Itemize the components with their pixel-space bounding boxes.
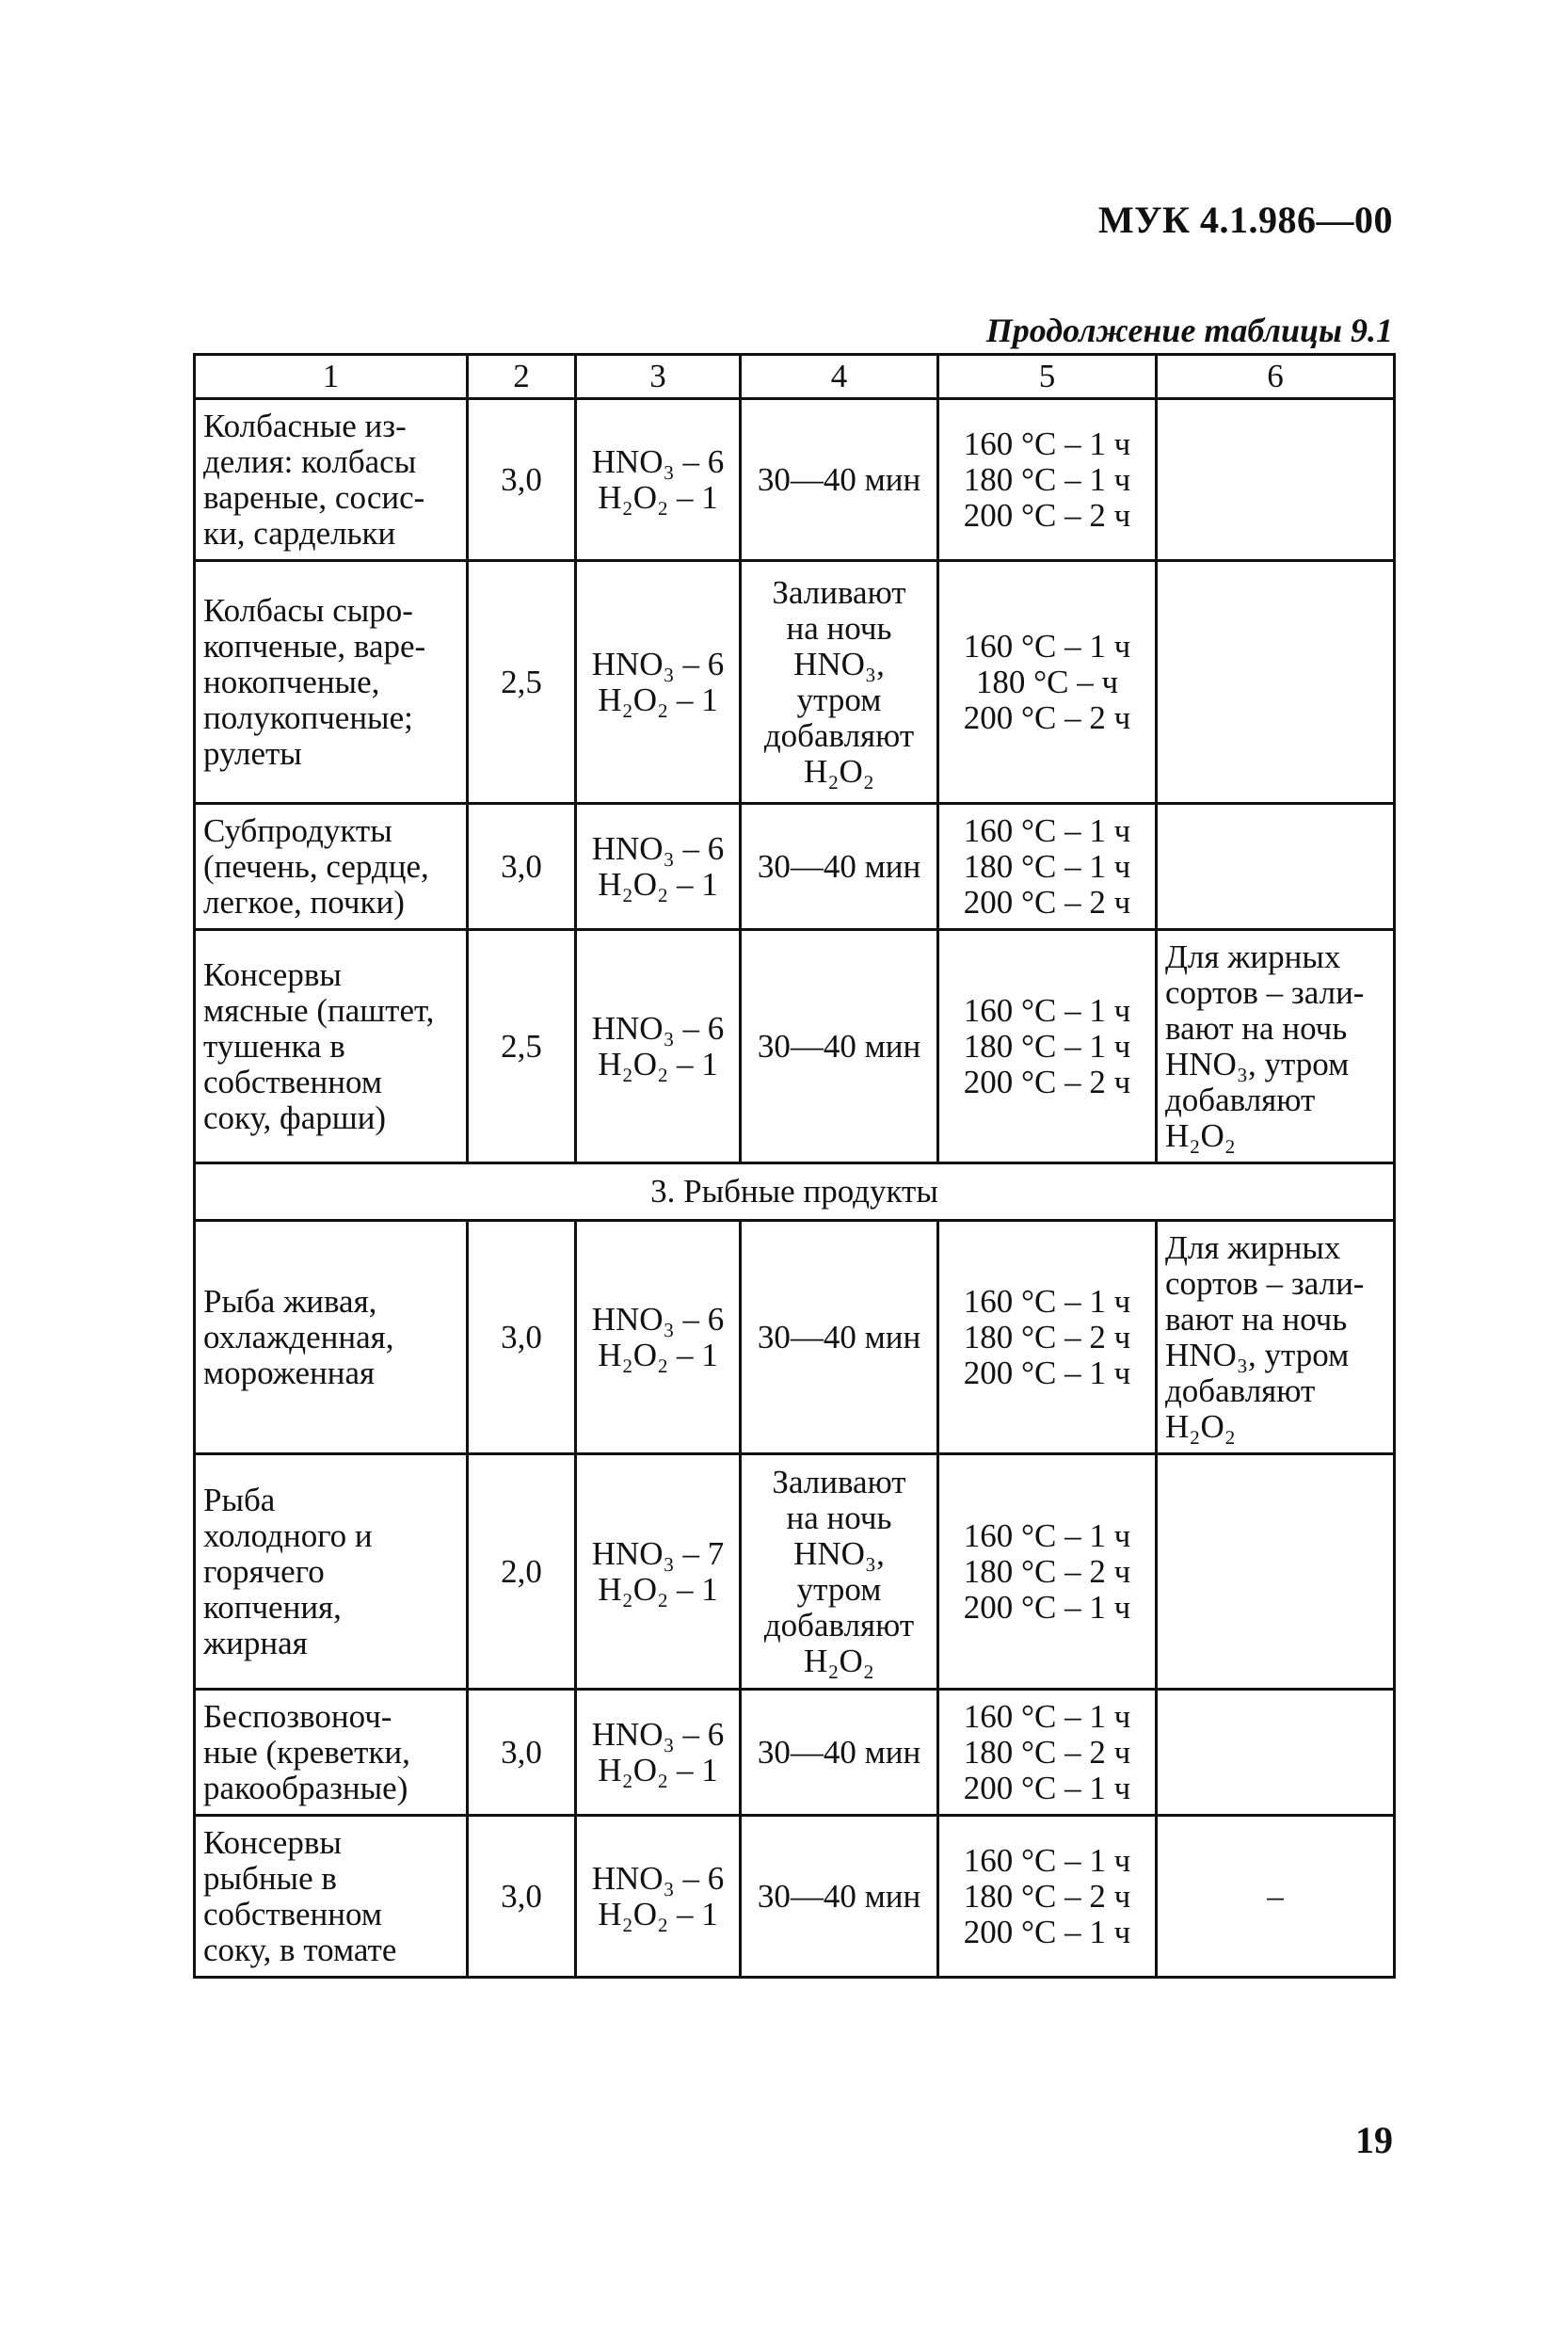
product-cell: Рыба живая, охлажденная, мороженная (195, 1221, 468, 1454)
table-caption: Продолжение таблицы 9.1 (985, 312, 1393, 349)
table-row (195, 1816, 1395, 1978)
reagents-cell: HNO₃ – 6 H₂O₂ – 1 (576, 399, 741, 561)
product-cell: Колбасы сыро- копченые, варе- нокопченые, полукопченые; рулеты (195, 561, 468, 804)
time-cell: 30—40 мин (741, 399, 938, 561)
note-cell (1157, 804, 1395, 930)
note-cell (1157, 1454, 1395, 1690)
time-cell: 30—40 мин (741, 804, 938, 930)
reagents-cell: HNO₃ – 6 H₂O₂ – 1 (576, 1221, 741, 1454)
temperature-cell: 160 °C – 1 ч 180 °C – 2 ч 200 °C – 1 ч (938, 1690, 1157, 1816)
product-cell: Субпродукты (печень, сердце, легкое, почки) (195, 804, 468, 930)
time-cell: 30—40 мин (741, 1690, 938, 1816)
product-cell: Беспозвоноч- ные (креветки, ракообразные) (195, 1690, 468, 1816)
page-number: 19 (1355, 2119, 1393, 2161)
table-row (195, 930, 1395, 1163)
time-cell: 30—40 мин (741, 1816, 938, 1978)
time-cell: Заливают на ночь HNO₃, утром добавляют H₂O₂ (741, 1454, 938, 1690)
mass-cell: 2,0 (468, 1454, 576, 1690)
mass-cell: 3,0 (468, 1221, 576, 1454)
reagents-cell: HNO₃ – 6 H₂O₂ – 1 (576, 804, 741, 930)
table-row (195, 1221, 1395, 1454)
reagents-cell: HNO₃ – 6 H₂O₂ – 1 (576, 561, 741, 804)
section-row (195, 1163, 1395, 1221)
note-cell: Для жирных сортов – зали- вают на ночь HNO₃, утром добавляют H₂O₂ (1157, 1221, 1395, 1454)
table-header-row (195, 355, 1395, 399)
section-title: 3. Рыбные продукты (195, 1163, 1395, 1221)
temperature-cell: 160 °C – 1 ч 180 °C – 2 ч 200 °C – 1 ч (938, 1221, 1157, 1454)
column-header: 2 (468, 355, 576, 399)
temperature-cell: 160 °C – 1 ч 180 °C – 1 ч 200 °C – 2 ч (938, 804, 1157, 930)
mass-cell: 3,0 (468, 1690, 576, 1816)
table-row (195, 1690, 1395, 1816)
note-cell: – (1157, 1816, 1395, 1978)
temperature-cell: 160 °C – 1 ч 180 °C – 1 ч 200 °C – 2 ч (938, 930, 1157, 1163)
time-cell: 30—40 мин (741, 930, 938, 1163)
reagents-cell: HNO₃ – 6 H₂O₂ – 1 (576, 930, 741, 1163)
column-header: 3 (576, 355, 741, 399)
column-header: 5 (938, 355, 1157, 399)
table-row (195, 804, 1395, 930)
mass-cell: 3,0 (468, 804, 576, 930)
column-header: 1 (195, 355, 468, 399)
note-cell (1157, 399, 1395, 561)
data-table (193, 353, 1396, 1979)
mass-cell: 2,5 (468, 930, 576, 1163)
table-row (195, 1454, 1395, 1690)
mass-cell: 2,5 (468, 561, 576, 804)
temperature-cell: 160 °C – 1 ч 180 °C – 2 ч 200 °C – 1 ч (938, 1816, 1157, 1978)
temperature-cell: 160 °C – 1 ч 180 °C – 1 ч 200 °C – 2 ч (938, 399, 1157, 561)
mass-cell: 3,0 (468, 1816, 576, 1978)
reagents-cell: HNO₃ – 6 H₂O₂ – 1 (576, 1690, 741, 1816)
note-cell (1157, 561, 1395, 804)
reagents-cell: HNO₃ – 7 H₂O₂ – 1 (576, 1454, 741, 1690)
time-cell: 30—40 мин (741, 1221, 938, 1454)
table-row (195, 561, 1395, 804)
column-header: 4 (741, 355, 938, 399)
product-cell: Колбасные из- делия: колбасы вареные, сосис- ки, сардельки (195, 399, 468, 561)
product-cell: Консервы рыбные в собственном соку, в томате (195, 1816, 468, 1978)
table-row (195, 399, 1395, 561)
note-cell (1157, 1690, 1395, 1816)
document-code: МУК 4.1.986—00 (1097, 199, 1393, 241)
product-cell: Рыба холодного и горячего копчения, жирная (195, 1454, 468, 1690)
product-cell: Консервы мясные (паштет, тушенка в собственном соку, фарши) (195, 930, 468, 1163)
mass-cell: 3,0 (468, 399, 576, 561)
reagents-cell: HNO₃ – 6 H₂O₂ – 1 (576, 1816, 741, 1978)
temperature-cell: 160 °C – 1 ч 180 °C – 2 ч 200 °C – 1 ч (938, 1454, 1157, 1690)
column-header: 6 (1157, 355, 1395, 399)
temperature-cell: 160 °C – 1 ч 180 °C – ч 200 °C – 2 ч (938, 561, 1157, 804)
note-cell: Для жирных сортов – зали- вают на ночь HNO₃, утром добавляют H₂O₂ (1157, 930, 1395, 1163)
time-cell: Заливают на ночь HNO₃, утром добавляют H₂O₂ (741, 561, 938, 804)
